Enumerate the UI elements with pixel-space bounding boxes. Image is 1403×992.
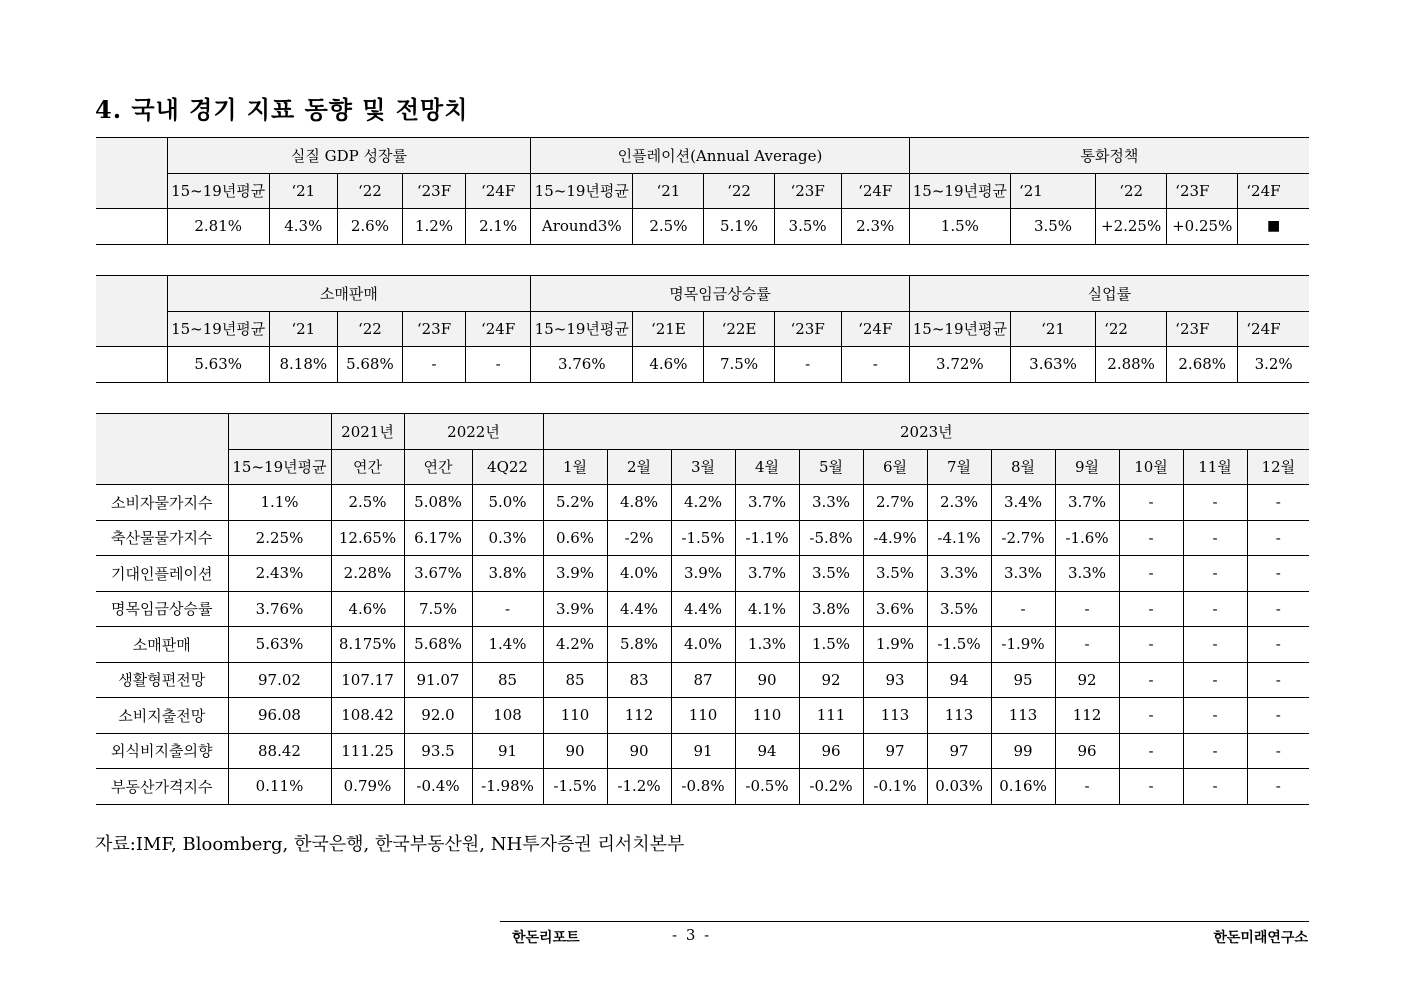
value-cell: - [841,347,909,383]
black-square-icon: ■ [1238,209,1309,245]
value-cell: 107.17 [331,662,404,698]
value-cell: 2.25% [228,520,331,556]
col-header: 4월 [735,449,799,485]
value-cell: -5.8% [799,520,863,556]
table-row [96,662,1309,698]
value-cell: 4.3% [269,209,337,245]
value-cell: 111.25 [331,733,404,769]
value-cell: 3.67% [404,556,472,592]
value-cell: 3.2% [1238,347,1309,383]
col-header: ‘21 [269,311,337,347]
value-cell: - [1183,627,1247,663]
value-cell: - [1183,520,1247,556]
value-cell: -1.9% [991,627,1055,663]
value-cell: - [1247,733,1309,769]
col-header: ‘21 [1010,173,1095,209]
col-header: 11월 [1183,449,1247,485]
col-header: 6월 [863,449,927,485]
value-cell: 4.6% [633,347,704,383]
value-cell: 3.5% [863,556,927,592]
value-cell: - [402,347,465,383]
row-label: 소매판매 [96,627,228,663]
value-cell: 96.08 [228,698,331,734]
value-cell: -0.5% [735,769,799,805]
value-cell: 5.8% [607,627,671,663]
col-header: ‘23F [1167,173,1238,209]
group-header: 인플레이션(Annual Average) [531,138,910,174]
value-cell: 3.72% [909,347,1010,383]
value-cell: 93 [863,662,927,698]
value-cell: - [774,347,841,383]
value-cell: 91.07 [404,662,472,698]
value-cell: -4.9% [863,520,927,556]
row-label: 소비자물가지수 [96,485,228,521]
value-cell: 1.4% [472,627,543,663]
value-cell: 1.9% [863,627,927,663]
value-cell: 5.63% [228,627,331,663]
value-cell: -1.5% [671,520,735,556]
value-cell: 0.03% [927,769,991,805]
page-number: - 3 - [672,926,712,944]
value-cell: 3.7% [1055,485,1119,521]
col-header: ‘23F [774,311,841,347]
value-cell: 108.42 [331,698,404,734]
value-cell: -2% [607,520,671,556]
value-cell: 110 [735,698,799,734]
value-cell: 96 [799,733,863,769]
group-header: 실업률 [909,276,1309,312]
stub-cell [96,347,167,383]
value-cell: 2.88% [1096,347,1167,383]
value-cell: 85 [543,662,607,698]
value-cell: -1.1% [735,520,799,556]
table-retail-wage-unemployment [96,275,1309,383]
value-cell: 5.68% [337,347,402,383]
value-cell: 2.28% [331,556,404,592]
col-header: ‘22E [704,311,774,347]
value-cell: 110 [543,698,607,734]
col-header: 2월 [607,449,671,485]
value-cell: 4.2% [671,485,735,521]
value-cell: 2.6% [337,209,402,245]
value-cell: - [1247,698,1309,734]
value-cell: 92.0 [404,698,472,734]
value-cell: 3.4% [991,485,1055,521]
value-cell: - [1119,662,1183,698]
value-cell: - [466,347,531,383]
value-cell: 91 [472,733,543,769]
value-cell: 94 [927,662,991,698]
col-header: ‘22 [704,173,774,209]
value-cell: - [1247,556,1309,592]
value-cell: 90 [543,733,607,769]
value-cell: - [1183,591,1247,627]
row-label: 생활형편전망 [96,662,228,698]
value-cell: - [1119,627,1183,663]
table-row [96,769,1309,805]
value-cell: 92 [799,662,863,698]
col-header: 3월 [671,449,735,485]
value-cell: - [1119,769,1183,805]
value-cell: 7.5% [704,347,774,383]
value-cell: 97.02 [228,662,331,698]
value-cell: 3.76% [531,347,633,383]
t3-header-row [96,449,1309,485]
value-cell: 2.5% [331,485,404,521]
value-cell: 113 [991,698,1055,734]
value-cell: - [1247,591,1309,627]
value-cell: -1.6% [1055,520,1119,556]
value-cell: 0.79% [331,769,404,805]
footer-report-name: 한돈리포트 [512,930,580,946]
value-cell: +0.25% [1167,209,1238,245]
value-cell: -1.98% [472,769,543,805]
value-cell: 5.0% [472,485,543,521]
value-cell: 96 [1055,733,1119,769]
value-cell: -0.1% [863,769,927,805]
value-cell: 3.3% [927,556,991,592]
value-cell: 108 [472,698,543,734]
col-header: ‘22 [337,173,402,209]
table-row [96,485,1309,521]
value-cell: 112 [1055,698,1119,734]
empty-header-cell [228,414,331,450]
value-cell: 97 [927,733,991,769]
value-cell: 90 [735,662,799,698]
value-cell: 3.9% [543,556,607,592]
value-cell: 113 [863,698,927,734]
value-cell: - [1247,627,1309,663]
value-cell: -0.4% [404,769,472,805]
col-header: ‘23F [1167,311,1238,347]
year-header: 2021년 [331,414,404,450]
row-label: 기대인플레이션 [96,556,228,592]
value-cell: 112 [607,698,671,734]
value-cell: 94 [735,733,799,769]
table-row [96,556,1309,592]
value-cell: 4.0% [607,556,671,592]
value-cell: 4.4% [671,591,735,627]
col-header: 4Q22 [472,449,543,485]
value-cell: 90 [607,733,671,769]
col-header: ‘24F [841,311,909,347]
value-cell: 1.3% [735,627,799,663]
value-cell: 0.6% [543,520,607,556]
value-cell: - [1183,698,1247,734]
value-cell: - [1183,662,1247,698]
footer-divider [500,921,1309,922]
value-cell: - [1247,662,1309,698]
year-header: 2023년 [543,414,1309,450]
value-cell: 97 [863,733,927,769]
value-cell: 8.18% [269,347,337,383]
value-cell: 5.63% [167,347,269,383]
source-note: 자료:IMF, Bloomberg, 한국은행, 한국부동산원, NH투자증권 리서치본부 [95,834,685,855]
group-header: 소매판매 [167,276,531,312]
col-header: ‘21 [1010,311,1095,347]
value-cell: 4.2% [543,627,607,663]
value-cell: 2.7% [863,485,927,521]
value-cell: 4.1% [735,591,799,627]
value-cell: 3.7% [735,485,799,521]
col-header: 15~19년평균 [167,173,269,209]
col-header: ‘24F [841,173,909,209]
value-cell: -1.5% [543,769,607,805]
value-cell: 87 [671,662,735,698]
col-header: 15~19년평균 [909,173,1010,209]
value-cell: 3.5% [799,556,863,592]
group-header: 통화정책 [909,138,1309,174]
value-cell: 2.43% [228,556,331,592]
stub-cell [96,209,167,245]
value-cell: 3.3% [1055,556,1119,592]
col-header: ‘22 [1096,173,1167,209]
col-header: 5월 [799,449,863,485]
value-cell: 5.68% [404,627,472,663]
row-label: 외식비지출의향 [96,733,228,769]
t2-header-row [96,311,1309,347]
value-cell: 2.3% [841,209,909,245]
page-title: 4. 국내 경기 지표 동향 및 전망치 [95,95,469,124]
col-header: 15~19년평균 [531,173,633,209]
col-header: 9월 [1055,449,1119,485]
value-cell: 110 [671,698,735,734]
value-cell: 3.5% [774,209,841,245]
value-cell: 2.3% [927,485,991,521]
value-cell: - [1183,485,1247,521]
col-header: 12월 [1247,449,1309,485]
value-cell: 3.8% [472,556,543,592]
value-cell: 5.08% [404,485,472,521]
stub-cell [96,276,167,347]
col-header: 8월 [991,449,1055,485]
value-cell: 1.5% [909,209,1010,245]
value-cell: -1.5% [927,627,991,663]
value-cell: 3.76% [228,591,331,627]
value-cell: 113 [927,698,991,734]
col-header: ‘24F [1238,173,1309,209]
value-cell: 3.9% [543,591,607,627]
value-cell: - [1119,556,1183,592]
col-header: 15~19년평균 [167,311,269,347]
value-cell: 12.65% [331,520,404,556]
year-header: 2022년 [404,414,543,450]
value-cell: 8.175% [331,627,404,663]
value-cell: 2.68% [1167,347,1238,383]
value-cell: 3.8% [799,591,863,627]
row-label: 축산물물가지수 [96,520,228,556]
value-cell: 4.6% [331,591,404,627]
value-cell: 3.5% [927,591,991,627]
value-cell: 92 [1055,662,1119,698]
value-cell: 83 [607,662,671,698]
col-header: 연간 [331,449,404,485]
value-cell: 0.16% [991,769,1055,805]
footer-org-name: 한돈미래연구소 [1213,930,1308,946]
value-cell: 2.81% [167,209,269,245]
value-cell: - [1247,485,1309,521]
value-cell: 0.3% [472,520,543,556]
value-cell: 3.3% [799,485,863,521]
table-row [96,627,1309,663]
row-label: 부동산가격지수 [96,769,228,805]
col-header: ‘23F [402,173,465,209]
value-cell: - [991,591,1055,627]
value-cell: 93.5 [404,733,472,769]
col-header: ‘21 [633,173,704,209]
value-cell: 4.0% [671,627,735,663]
value-cell: - [1183,556,1247,592]
col-header: ‘22 [337,311,402,347]
value-cell: - [1183,769,1247,805]
value-cell: 3.5% [1010,209,1095,245]
value-cell: - [1055,627,1119,663]
t3-body [96,485,1309,805]
value-cell: -0.2% [799,769,863,805]
value-cell: 85 [472,662,543,698]
value-cell: 91 [671,733,735,769]
value-cell: -0.8% [671,769,735,805]
table-monthly-indicators [96,413,1309,805]
col-header: ‘22 [1096,311,1167,347]
t2-value-row [96,347,1309,383]
value-cell: 3.6% [863,591,927,627]
col-header: 10월 [1119,449,1183,485]
stub-cell [96,138,167,209]
value-cell: - [1055,769,1119,805]
value-cell: 2.5% [633,209,704,245]
value-cell: -2.7% [991,520,1055,556]
value-cell: 111 [799,698,863,734]
col-header: 15~19년평균 [909,311,1010,347]
value-cell: 4.4% [607,591,671,627]
value-cell: 95 [991,662,1055,698]
value-cell: - [1119,733,1183,769]
col-header: 15~19년평균 [531,311,633,347]
value-cell: Around3% [531,209,633,245]
value-cell: 99 [991,733,1055,769]
value-cell: -1.2% [607,769,671,805]
value-cell: 5.1% [704,209,774,245]
col-header: 15~19년평균 [228,449,331,485]
col-header: 7월 [927,449,991,485]
value-cell: 7.5% [404,591,472,627]
group-header: 실질 GDP 성장률 [167,138,531,174]
value-cell: +2.25% [1096,209,1167,245]
value-cell: 4.8% [607,485,671,521]
value-cell: 5.2% [543,485,607,521]
value-cell: - [1247,769,1309,805]
value-cell: - [1183,733,1247,769]
col-header: ‘21E [633,311,704,347]
col-header: ‘24F [466,311,531,347]
value-cell: 1.5% [799,627,863,663]
col-header: ‘24F [1238,311,1309,347]
value-cell: 3.9% [671,556,735,592]
value-cell: - [1119,520,1183,556]
t1-value-row [96,209,1309,245]
value-cell: 1.1% [228,485,331,521]
col-header: 1월 [543,449,607,485]
value-cell: 3.63% [1010,347,1095,383]
col-header: ‘23F [402,311,465,347]
value-cell: - [1247,520,1309,556]
table-row [96,733,1309,769]
value-cell: - [1119,591,1183,627]
value-cell: - [1119,698,1183,734]
col-header: ‘21 [269,173,337,209]
value-cell: 3.3% [991,556,1055,592]
stub-cell [96,414,228,485]
value-cell: - [1119,485,1183,521]
col-header: 연간 [404,449,472,485]
value-cell: 3.7% [735,556,799,592]
table-row [96,698,1309,734]
value-cell: 2.1% [466,209,531,245]
row-label: 명목임금상승률 [96,591,228,627]
group-header: 명목임금상승률 [531,276,910,312]
col-header: ‘23F [774,173,841,209]
value-cell: 6.17% [404,520,472,556]
t1-header-row [96,173,1309,209]
table-gdp-inflation-policy [96,137,1309,245]
value-cell: - [1055,591,1119,627]
col-header: ‘24F [466,173,531,209]
table-row [96,591,1309,627]
value-cell: 1.2% [402,209,465,245]
row-label: 소비지출전망 [96,698,228,734]
value-cell: -4.1% [927,520,991,556]
value-cell: 0.11% [228,769,331,805]
value-cell: - [472,591,543,627]
table-row [96,520,1309,556]
value-cell: 88.42 [228,733,331,769]
